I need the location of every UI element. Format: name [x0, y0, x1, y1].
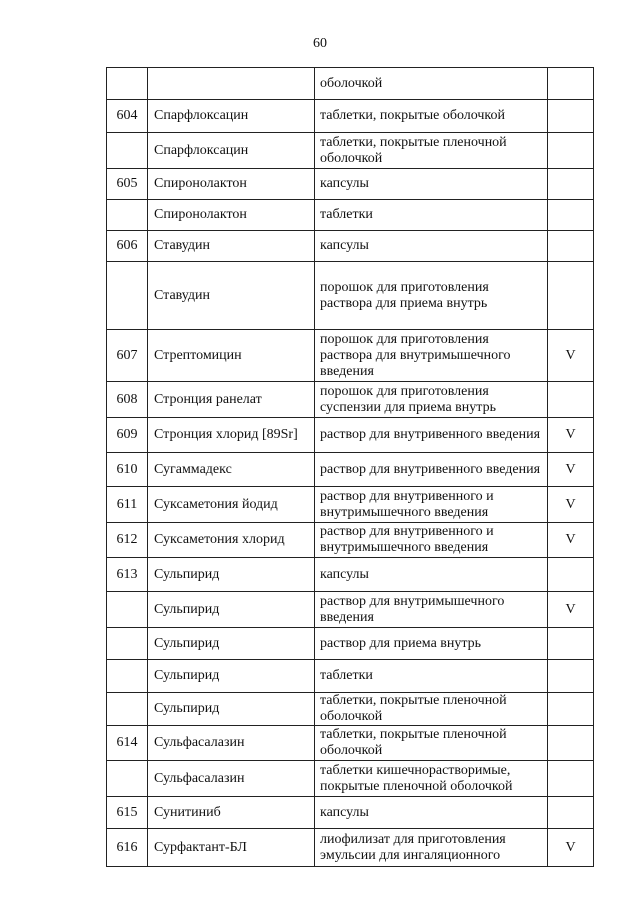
dosage-form-cell: оболочкой	[315, 68, 548, 100]
table-row	[107, 453, 594, 487]
dosage-form-cell: раствор для внутривенного и внутримышечного введения	[315, 487, 548, 523]
table-row	[107, 660, 594, 693]
drug-name-cell	[148, 68, 315, 100]
mark-cell	[548, 558, 594, 592]
dosage-form-cell: капсулы	[315, 231, 548, 262]
drug-name-cell: Стронция хлорид [89Sr]	[148, 418, 315, 453]
row-number-cell: 615	[107, 797, 148, 829]
mark-cell	[548, 200, 594, 231]
dosage-form-cell: раствор для внутривенного введения	[315, 418, 548, 453]
table-row	[107, 829, 594, 867]
row-number-cell: 607	[107, 330, 148, 382]
mark-cell	[548, 693, 594, 726]
drug-name-cell: Ставудин	[148, 262, 315, 330]
table-row	[107, 382, 594, 418]
dosage-form-cell: таблетки, покрытые пленочной оболочкой	[315, 133, 548, 169]
mark-cell	[548, 660, 594, 693]
drug-name-cell: Суксаметония хлорид	[148, 523, 315, 558]
table-row	[107, 693, 594, 726]
table-row	[107, 761, 594, 797]
table-row	[107, 592, 594, 628]
row-number-cell: 613	[107, 558, 148, 592]
table-row	[107, 133, 594, 169]
mark-cell	[548, 382, 594, 418]
dosage-form-cell: капсулы	[315, 797, 548, 829]
table-row	[107, 487, 594, 523]
drug-name-cell: Сунитиниб	[148, 797, 315, 829]
dosage-form-cell: раствор для внутривенного и внутримышечного введения	[315, 523, 548, 558]
drug-name-cell: Спарфлоксацин	[148, 133, 315, 169]
row-number-cell	[107, 262, 148, 330]
mark-cell: V	[548, 592, 594, 628]
dosage-form-cell: порошок для приготовления суспензии для приема внутрь	[315, 382, 548, 418]
drug-name-cell: Сульфасалазин	[148, 761, 315, 797]
table-row	[107, 262, 594, 330]
drug-name-cell: Сульпирид	[148, 628, 315, 660]
table-row	[107, 68, 594, 100]
row-number-cell: 610	[107, 453, 148, 487]
dosage-form-cell: капсулы	[315, 169, 548, 200]
drug-name-cell: Стрептомицин	[148, 330, 315, 382]
mark-cell	[548, 68, 594, 100]
drug-name-cell: Спиронолактон	[148, 169, 315, 200]
mark-cell	[548, 169, 594, 200]
mark-cell: V	[548, 523, 594, 558]
dosage-form-cell: таблетки	[315, 200, 548, 231]
dosage-form-cell: порошок для приготовления раствора для приема внутрь	[315, 262, 548, 330]
dosage-form-cell: таблетки, покрытые оболочкой	[315, 100, 548, 133]
drug-name-cell: Ставудин	[148, 231, 315, 262]
drug-name-cell: Спарфлоксацин	[148, 100, 315, 133]
dosage-form-cell: таблетки, покрытые пленочной оболочкой	[315, 693, 548, 726]
dosage-form-cell: порошок для приготовления раствора для внутримышечного введения	[315, 330, 548, 382]
drug-table-body	[107, 68, 594, 867]
table-row	[107, 628, 594, 660]
dosage-form-cell: капсулы	[315, 558, 548, 592]
page-number: 60	[313, 36, 327, 51]
mark-cell: V	[548, 330, 594, 382]
dosage-form-cell: таблетки, покрытые пленочной оболочкой	[315, 726, 548, 761]
table-row	[107, 726, 594, 761]
table-row	[107, 169, 594, 200]
mark-cell	[548, 726, 594, 761]
row-number-cell: 606	[107, 231, 148, 262]
row-number-cell: 616	[107, 829, 148, 867]
row-number-cell	[107, 628, 148, 660]
dosage-form-cell: таблетки	[315, 660, 548, 693]
dosage-form-cell: раствор для приема внутрь	[315, 628, 548, 660]
drug-table	[106, 67, 594, 867]
dosage-form-cell: раствор для внутримышечного введения	[315, 592, 548, 628]
dosage-form-cell: таблетки кишечнорастворимые, покрытые пленочной оболочкой	[315, 761, 548, 797]
dosage-form-cell: раствор для внутривенного введения	[315, 453, 548, 487]
row-number-cell	[107, 761, 148, 797]
table-row	[107, 231, 594, 262]
drug-name-cell: Сульфасалазин	[148, 726, 315, 761]
drug-name-cell: Спиронолактон	[148, 200, 315, 231]
row-number-cell	[107, 592, 148, 628]
mark-cell	[548, 628, 594, 660]
drug-name-cell: Сурфактант-БЛ	[148, 829, 315, 867]
table-row	[107, 200, 594, 231]
table-row	[107, 418, 594, 453]
row-number-cell: 609	[107, 418, 148, 453]
row-number-cell: 608	[107, 382, 148, 418]
dosage-form-cell: лиофилизат для приготовления эмульсии для ингаляционного	[315, 829, 548, 867]
row-number-cell	[107, 200, 148, 231]
drug-name-cell: Сульпирид	[148, 558, 315, 592]
table-row	[107, 558, 594, 592]
mark-cell	[548, 100, 594, 133]
drug-name-cell: Суксаметония йодид	[148, 487, 315, 523]
drug-name-cell: Стронция ранелат	[148, 382, 315, 418]
drug-name-cell: Сульпирид	[148, 660, 315, 693]
table-row	[107, 797, 594, 829]
mark-cell: V	[548, 418, 594, 453]
mark-cell	[548, 761, 594, 797]
mark-cell	[548, 797, 594, 829]
table-row	[107, 100, 594, 133]
drug-name-cell: Сугаммадекс	[148, 453, 315, 487]
table-row	[107, 330, 594, 382]
mark-cell	[548, 231, 594, 262]
row-number-cell	[107, 133, 148, 169]
row-number-cell: 605	[107, 169, 148, 200]
row-number-cell: 612	[107, 523, 148, 558]
mark-cell: V	[548, 453, 594, 487]
mark-cell	[548, 262, 594, 330]
mark-cell: V	[548, 487, 594, 523]
drug-name-cell: Сульпирид	[148, 592, 315, 628]
row-number-cell: 611	[107, 487, 148, 523]
row-number-cell: 604	[107, 100, 148, 133]
table-row	[107, 523, 594, 558]
row-number-cell	[107, 660, 148, 693]
mark-cell	[548, 133, 594, 169]
mark-cell: V	[548, 829, 594, 867]
row-number-cell	[107, 68, 148, 100]
drug-name-cell: Сульпирид	[148, 693, 315, 726]
row-number-cell	[107, 693, 148, 726]
row-number-cell: 614	[107, 726, 148, 761]
